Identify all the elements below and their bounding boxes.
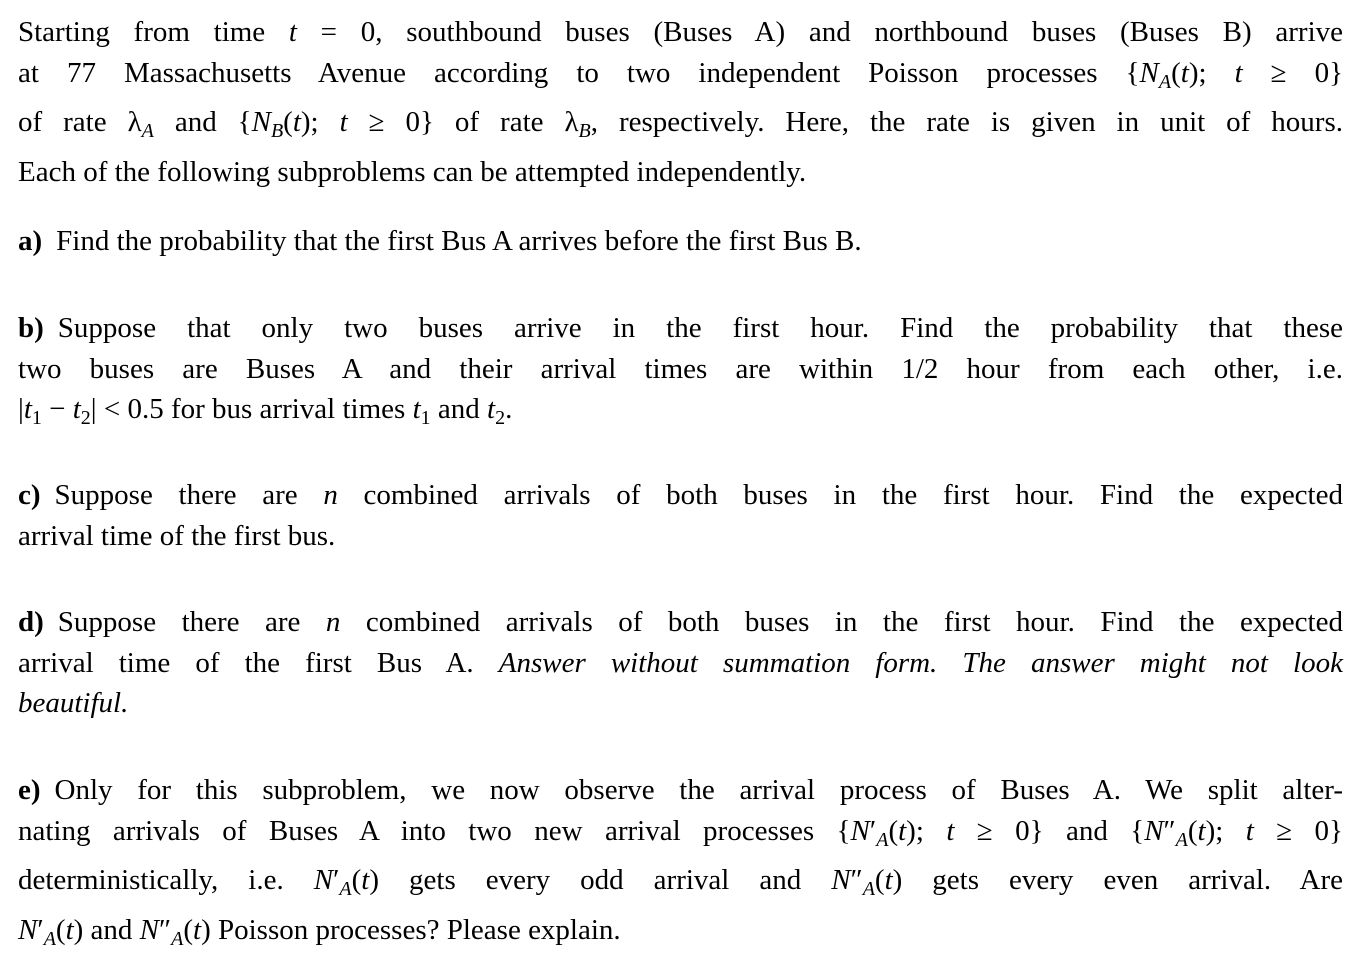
problem-d-line2b: Answer without summation form. The answer might not look [498, 646, 1343, 679]
intro-paragraph [18, 12, 1343, 192]
intro-line: of rate $\lambda_A$ and {$N_B(t)$; t ≥ 0} of rate $\lambda_B$, respectively. Here, the rate is given in unit of hours. [18, 106, 1343, 143]
problem-c-line1: Suppose there are n combined arrivals of both buses in the first hour. Find the expected [54, 479, 1343, 511]
problem-d [18, 602, 1343, 724]
problem-b-line3: $|t_1 - t_2| < 0.5$ for bus arrival times $t_1$ and $t_2$. [18, 393, 513, 430]
problem-e [18, 770, 1343, 959]
problem-d-line3: beautiful. [18, 687, 129, 720]
problem-c-line2: arrival time of the first bus. [18, 519, 336, 552]
problem-d-line2a: arrival time of the first Bus A. [18, 646, 474, 679]
problem-a [18, 221, 1343, 262]
problem-c [18, 475, 1343, 556]
problem-d-line1: Suppose there are n combined arrivals of both buses in the first hour. Find the expected [57, 606, 1343, 638]
problem-e-line3: deterministically, i.e. $N'_A(t)$ gets every odd arrival and $N''_A(t)$ gets every even arrival. Are [18, 864, 1344, 901]
problem-b-line2: two buses are Buses A and their arrival times are within 1/2 hour from each other, i.e. [18, 352, 1343, 385]
problem-e-label: e) [18, 774, 41, 806]
problem-d-label: d) [18, 606, 44, 638]
intro-line: at 77 Massachusetts Avenue according to two independent Poisson processes {$N_A(t)$; t ≥ 0} [18, 56, 1344, 93]
intro-line: Each of the following subproblems can be attempted independently. [18, 155, 807, 188]
problem-e-line2: nating arrivals of Buses A into two new arrival processes {$N'_A(t)$; t ≥ 0} and {$N''_A(t)$; t ≥ 0} [18, 814, 1343, 851]
problem-e-line1: Only for this subproblem, we now observe the arrival process of Buses A. We split alter- [54, 774, 1343, 806]
problem-a-text: Find the probability that the first Bus A arrives before the first Bus B. [56, 225, 862, 257]
problem-b-line1: Suppose that only two buses arrive in the first hour. Find the probability that these [57, 312, 1343, 344]
problem-c-label: c) [18, 479, 41, 511]
problem-b-label: b) [18, 312, 44, 344]
intro-line: Starting from time t = 0, southbound buses (Buses A) and northbound buses (Buses B) arrive [18, 16, 1344, 48]
problem-e-line4: $N'_A(t)$ and $N''_A(t)$ Poisson processes? Please explain. [18, 913, 621, 950]
problem-b [18, 308, 1343, 439]
problem-a-label: a) [18, 225, 43, 257]
